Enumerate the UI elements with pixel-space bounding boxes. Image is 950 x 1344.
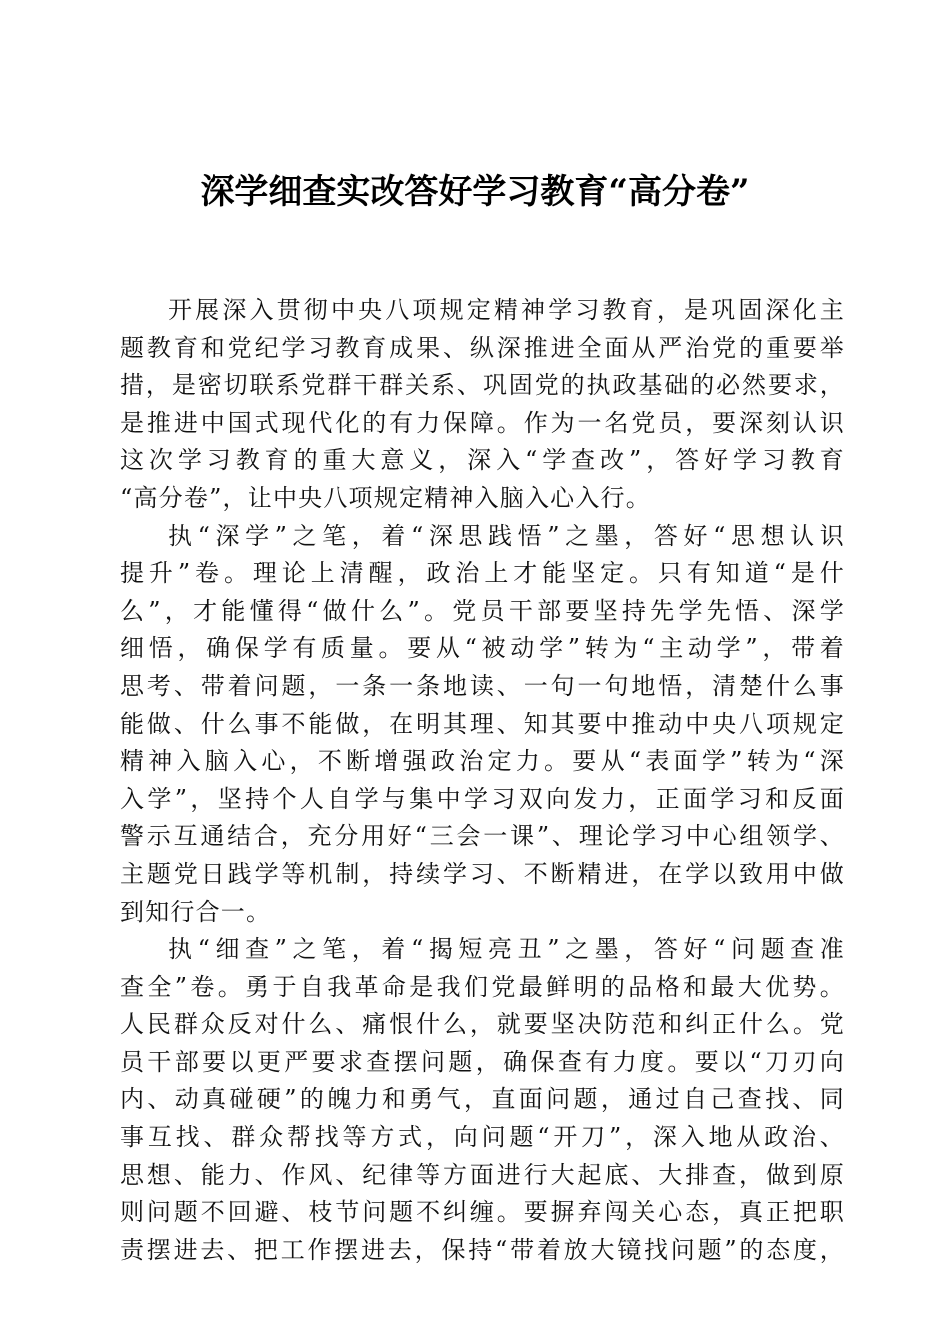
text-line: 主题党日践学等机制，持续学习、不断精进，在学以致用中做 (120, 859, 845, 888)
text-line: 精神入脑入心，不断增强政治定力。要从“表面学”转为“深 (120, 747, 845, 776)
text-line: 员干部要以更严要求查摆问题，确保查有力度。要以“刀刃向 (120, 1047, 845, 1076)
text-line: 这次学习教育的重大意义，深入“学查改”，答好学习教育 (120, 446, 845, 475)
text-line: 入学”，坚持个人自学与集中学习双向发力，正面学习和反面 (120, 784, 845, 813)
paragraph-1 (120, 292, 845, 518)
text-line: 思想、能力、作风、纪律等方面进行大起底、大排查，做到原 (120, 1160, 845, 1189)
text-line: 思考、带着问题，一条一条地读、一句一句地悟，清楚什么事 (120, 671, 845, 700)
text-line: 执“细查”之笔，着“揭短亮丑”之墨，答好“问题查准 (168, 935, 845, 964)
text-line: 措，是密切联系党群干群关系、巩固党的执政基础的必然要求， (120, 371, 845, 400)
document-body (120, 292, 845, 1269)
text-line: 么”，才能懂得“做什么”。党员干部要坚持先学先悟、深学 (120, 596, 845, 625)
text-line: 开展深入贯彻中央八项规定精神学习教育，是巩固深化主 (168, 296, 845, 324)
text-line: 到知行合一。 (120, 897, 272, 926)
paragraph-3 (120, 931, 845, 1269)
text-line: 则问题不回避、枝节问题不纠缠。要摒弃闯关心态，真正把职 (120, 1198, 845, 1227)
text-line: 细悟，确保学有质量。要从“被动学”转为“主动学”，带着 (120, 634, 845, 663)
text-line: 人民群众反对什么、痛恨什么，就要坚决防范和纠正什么。党 (120, 1010, 845, 1039)
document-title: 深学细查实改答好学习教育“高分卷” (200, 172, 750, 212)
text-line: “高分卷”，让中央八项规定精神入脑入心入行。 (120, 483, 651, 512)
text-line: 责摆进去、把工作摆进去，保持“带着放大镜找问题”的态度， (120, 1235, 845, 1264)
text-line: 查全”卷。勇于自我革命是我们党最鲜明的品格和最大优势。 (120, 972, 845, 1001)
text-line: 执“深学”之笔，着“深思践悟”之墨，答好“思想认识 (168, 521, 845, 550)
text-line: 是推进中国式现代化的有力保障。作为一名党员，要深刻认识 (120, 408, 845, 437)
text-line: 提升”卷。理论上清醒，政治上才能坚定。只有知道“是什 (120, 559, 845, 588)
text-line: 警示互通结合，充分用好“三会一课”、理论学习中心组领学、 (120, 822, 845, 851)
text-line: 能做、什么事不能做，在明其理、知其要中推动中央八项规定 (120, 709, 845, 738)
text-line: 事互找、群众帮找等方式，向问题“开刀”，深入地从政治、 (120, 1123, 845, 1152)
paragraph-2 (120, 518, 845, 932)
text-line: 内、动真碰硬”的魄力和勇气，直面问题，通过自己查找、同 (120, 1085, 845, 1114)
text-line: 题教育和党纪学习教育成果、纵深推进全面从严治党的重要举 (120, 333, 845, 362)
